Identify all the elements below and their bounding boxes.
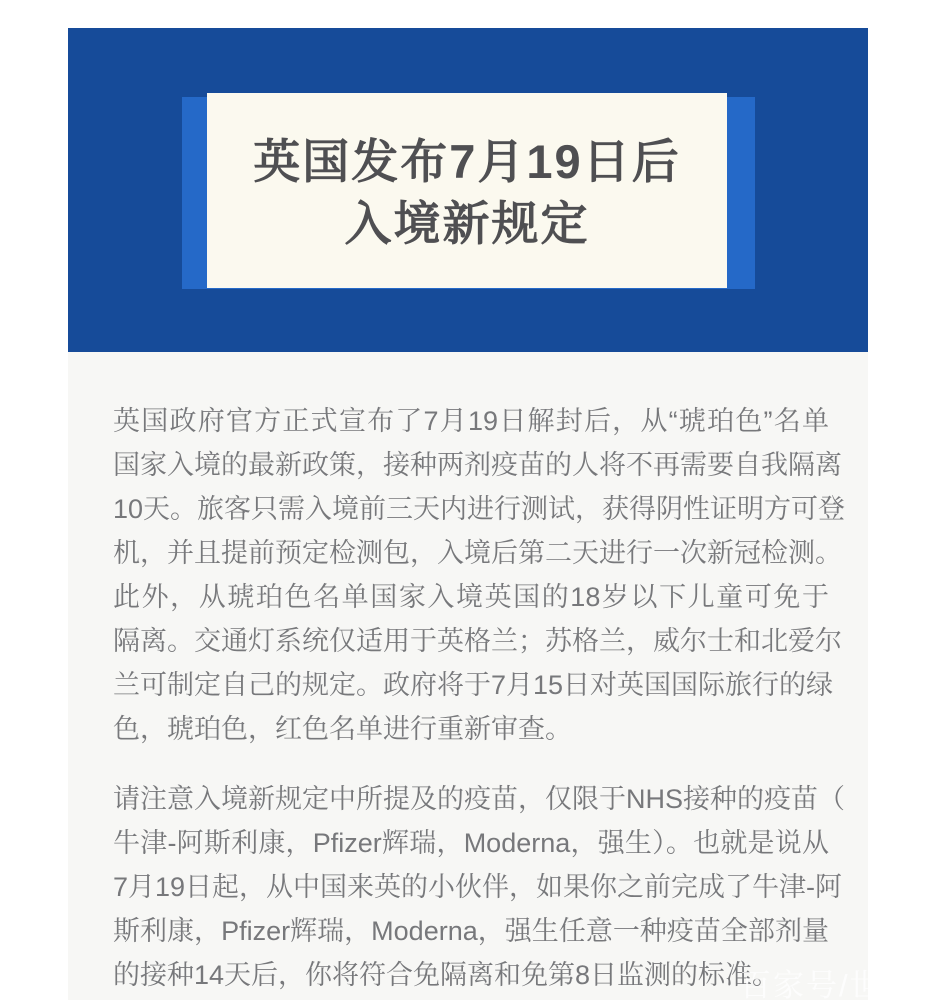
body-line: 色，琥珀色，红色名单进行重新审查。 bbox=[113, 714, 572, 744]
paragraph-1 bbox=[113, 399, 846, 751]
body-line: 隔离。交通灯系统仅适用于英格兰；苏格兰，威尔士和北爱尔 bbox=[113, 626, 842, 656]
body-line: 斯利康，Pfizer辉瑞，Moderna，强生任意一种疫苗全部剂量 bbox=[113, 916, 829, 946]
body-line: 10天。旅客只需入境前三天内进行测试，获得阴性证明方可登 bbox=[113, 494, 846, 524]
body-line: 国家入境的最新政策，接种两剂疫苗的人将不再需要自我隔离 bbox=[113, 450, 842, 480]
body-line: 此外，从琥珀色名单国家入境英国的18岁以下儿童可免于 bbox=[113, 582, 829, 612]
body-line: 兰可制定自己的规定。政府将于7月15日对英国国际旅行的绿 bbox=[113, 670, 834, 700]
title-box bbox=[207, 93, 727, 288]
body-line: 请注意入境新规定中所提及的疫苗，仅限于NHS接种的疫苗（ bbox=[113, 784, 846, 814]
body-line: 的接种14天后，你将符合免隔离和免第8日监测的标准。 bbox=[113, 960, 780, 990]
body-line: 牛津-阿斯利康，Pfizer辉瑞，Moderna，强生）。也就是说从 bbox=[113, 828, 829, 858]
article-body bbox=[68, 352, 868, 1000]
body-line: 英国政府官方正式宣布了7月19日解封后，从“琥珀色”名单 bbox=[113, 406, 829, 436]
body-line: 7月19日起，从中国来英的小伙伴，如果你之前完成了牛津-阿 bbox=[113, 872, 843, 902]
baijiahao-watermark: 百家号/世界 bbox=[740, 968, 916, 1000]
article-title-line-1: 英国发布7月19日后 bbox=[253, 134, 681, 188]
body-line: 机，并且提前预定检测包，入境后第二天进行一次新冠检测。 bbox=[113, 538, 842, 568]
article-title-line-2: 入境新规定 bbox=[344, 196, 590, 250]
